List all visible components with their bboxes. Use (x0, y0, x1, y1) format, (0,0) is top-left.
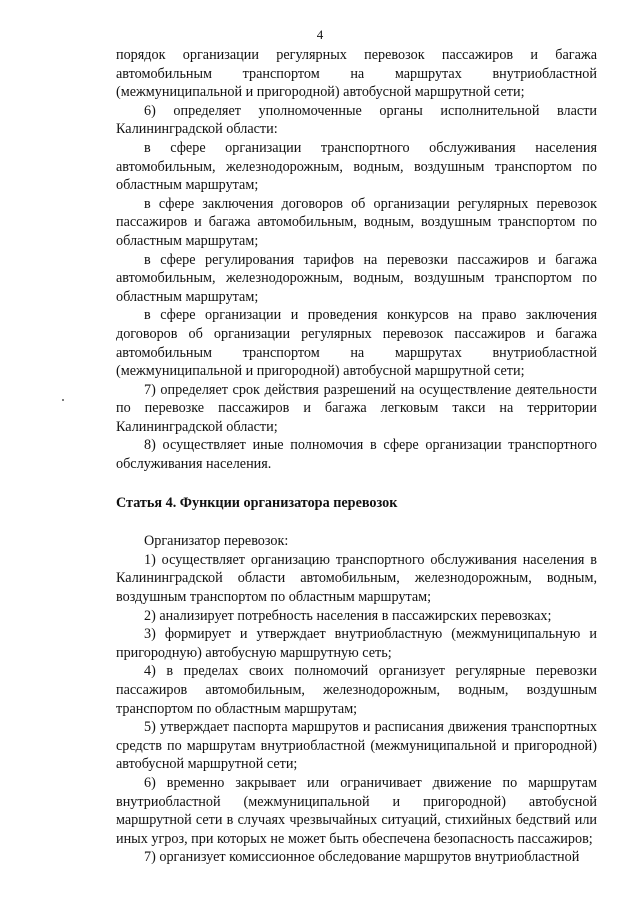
paragraph: в сфере заключения договоров об организации регулярных перевозок пассажиров и багажа автомобильным, водным, воздушным транспортом по областным маршрутам; (116, 195, 597, 249)
paragraph: 7) определяет срок действия разрешений на осуществление деятельности по перевозке пассажиров и багажа легковым такси на территории Калининградской области; (116, 381, 597, 435)
paragraph: порядок организации регулярных перевозок пассажиров и багажа автомобильным транспортом на маршрутах внутриобластной (межмуниципальной и пригородной) автобусной маршрутной сети; (116, 47, 597, 101)
paragraph: 6) определяет уполномоченные органы исполнительной власти Калининградской области: (116, 102, 597, 138)
list-item: 3) формирует и утверждает внутриобластную (межмуниципальную и пригородную) автобусную маршрутную сеть; (116, 626, 597, 661)
document-body (116, 46, 597, 867)
scan-speck (62, 399, 64, 401)
list-item: 6) временно закрывает или ограничивает движение по маршрутам внутриобластной (межмуниципальной и пригородной) автобусной маршрутной сети в случаях чрезвычайных ситуаций, стихийных бедствий или иных угроз, при которых не может быть обеспечена безопасность пассажиров; (116, 774, 597, 847)
article-intro: Организатор перевозок: (144, 533, 289, 550)
paragraph: в сфере регулирования тарифов на перевозки пассажиров и багажа автомобильным, железнодорожным, водным, воздушным транспортом по областным маршрутам; (116, 251, 597, 305)
paragraph: в сфере организации и проведения конкурсов на право заключения договоров об организации регулярных перевозок пассажиров и багажа автомобильным транспортом на маршрутах внутриобластной (межмуниципальной и пригородной) автобусной маршрутной сети; (116, 307, 597, 380)
list-item: 4) в пределах своих полномочий организует регулярные перевозки пассажиров автомобильным, железнодорожным, водным, воздушным транспортом по областным маршрутам; (116, 663, 597, 717)
article-heading: Статья 4. Функции организатора перевозок (116, 494, 398, 511)
list-item: 5) утверждает паспорта маршрутов и расписания движения транспортных средств по маршрутам внутриобластной (межмуниципальной и пригородной) автобусной маршрутной сети; (116, 719, 597, 773)
list-item: 1) осуществляет организацию транспортного обслуживания населения в Калининградской области автомобильным, железнодорожным, водным, воздушным транспортом по областным маршрутам; (116, 551, 597, 606)
paragraph: 8) осуществляет иные полномочия в сфере организации транспортного обслуживания населения. (116, 437, 597, 473)
list-item: 7) организует комиссионное обследование маршрутов внутриобластной (144, 849, 580, 866)
list-item: 2) анализирует потребность населения в пассажирских перевозках; (144, 607, 552, 624)
page-number: 4 (316, 27, 324, 42)
paragraph: в сфере организации транспортного обслуживания населения автомобильным, железнодорожным, водным, воздушным транспортом по областным маршрутам; (116, 139, 597, 194)
